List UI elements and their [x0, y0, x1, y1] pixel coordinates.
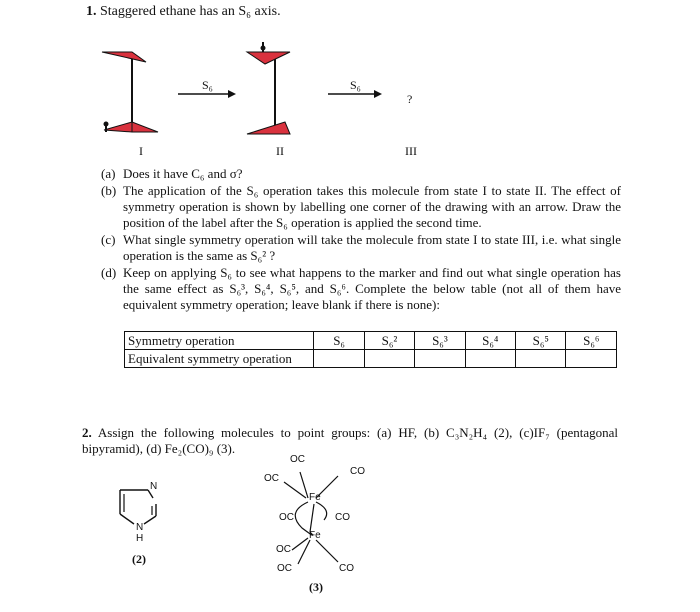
answer-cell[interactable] — [566, 350, 617, 368]
answer-cell[interactable] — [465, 350, 515, 368]
table-header-cell: S₆⁵ — [516, 332, 566, 350]
ethane-state-1 — [102, 52, 158, 132]
q1-title: Staggered ethane has an S₆ axis. — [100, 4, 281, 19]
mol3-label: (3) — [309, 580, 323, 594]
part-d: (d) Keep on applying S₆ to see what happens to the marker and find out what single operation has the same effect as S₆³, S₆⁴, S₆⁵, and S₆⁶. Complete the below table (not all of them have equivalent symmetry operation; leave blank if there is none): — [101, 265, 621, 312]
q1-heading — [86, 3, 281, 21]
mol2-label: (2) — [132, 552, 146, 566]
ethane-state-2 — [247, 42, 290, 134]
table-row-label: Symmetry operation — [125, 332, 314, 350]
mol3-ligand-1: OC — [290, 454, 305, 465]
mol3-ligand-2: OC — [264, 473, 279, 484]
q1-parts — [101, 166, 621, 313]
answer-cell[interactable] — [364, 350, 414, 368]
table-header-cell: S₆⁶ — [566, 332, 617, 350]
mol3-ligand-3: CO — [350, 466, 365, 477]
part-c: (c) What single symmetry operation will take the molecule from state I to state III, i.e. what single operation is the same as S₆² ? — [101, 232, 621, 263]
state-label-ii: II — [276, 144, 284, 158]
mol3-ligand-6: OC — [276, 544, 291, 555]
q2-text — [82, 425, 618, 457]
table-row-label: Equivalent symmetry operation — [125, 350, 314, 368]
mol2-n-top: N — [150, 481, 158, 492]
symmetry-table — [124, 331, 617, 368]
answer-cell[interactable] — [516, 350, 566, 368]
state-label-i: I — [139, 144, 143, 158]
mol3-ligand-4: OC — [279, 512, 294, 523]
answer-cell[interactable] — [314, 350, 364, 368]
mol3-fe-2: Fe — [309, 530, 321, 541]
mol3-ligand-8: CO — [339, 563, 354, 574]
table-header-cell: S₆ — [314, 332, 364, 350]
mol2-n-bottom: N — [136, 522, 144, 533]
mol3-ligand-7: OC — [277, 563, 292, 574]
ethane-diagram — [90, 38, 430, 158]
q2-body: Assign the following molecules to point groups: (a) HF, (b) C₃N₂H₄ (2), (c)IF₇ (pentagonal bipyramid), (d) Fe₂(CO)₉ (3). — [82, 425, 618, 456]
table-header-cell: S₆³ — [415, 332, 465, 350]
arrow-1-label: S₆ — [202, 78, 213, 92]
answer-cell[interactable] — [415, 350, 465, 368]
part-b: (b) The application of the S₆ operation takes this molecule from state I to state II. The effect of symmetry operation is shown by labelling one corner of the drawing with an arrow. Draw the position of the label after the S₆ operation is applied the second time. — [101, 183, 621, 230]
mol3-fe-1: Fe — [309, 492, 321, 503]
table-row — [125, 350, 617, 368]
mol3-ligand-5: CO — [335, 512, 350, 523]
table-header-cell: S₆⁴ — [465, 332, 515, 350]
arrow-2-label: S₆ — [350, 78, 361, 92]
table-header-cell: S₆² — [364, 332, 414, 350]
q2-number: 2. — [82, 425, 92, 440]
table-row — [125, 332, 617, 350]
q1-number: 1. — [86, 4, 97, 19]
state-label-iii: III — [405, 144, 417, 158]
unknown-state: ? — [407, 92, 413, 106]
part-a: (a) Does it have C₆ and σ? — [101, 166, 243, 181]
mol2-h: H — [136, 533, 144, 544]
